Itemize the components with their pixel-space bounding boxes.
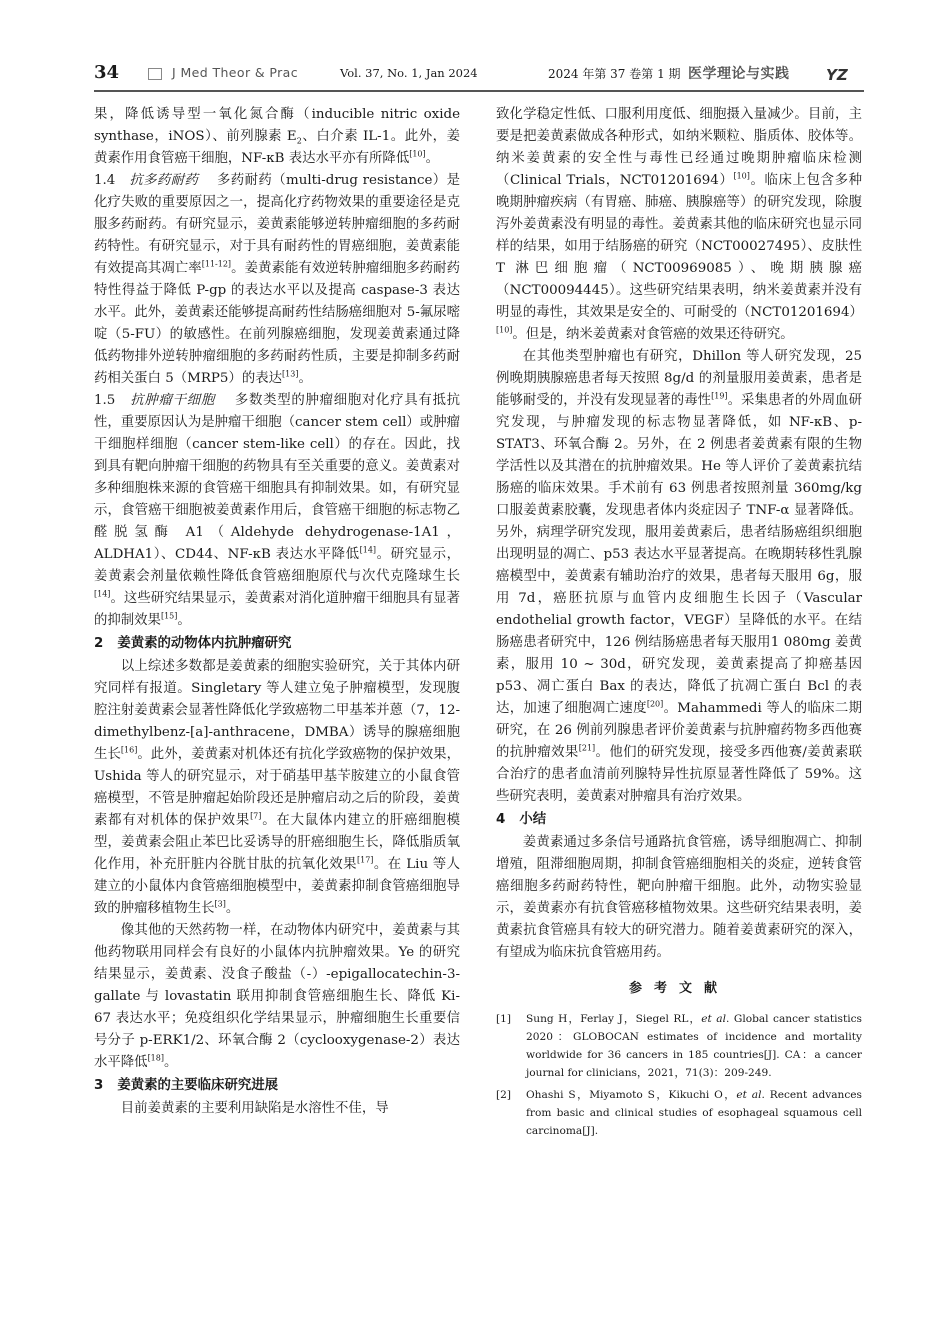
section-number: 1.4 [94,173,116,188]
paragraph: 1.4 抗多药耐药 多药耐药（multi-drug resistance）是化疗失败的重要原因之一，提高化疗药物效果的重要途径是克服多药耐药。有研究显示，姜黄素能够逆转肿瘤细胞的多药耐药特性。有研究显示，对于具有耐药性的胃癌细胞，姜黄素能有效提高其凋亡率[11-12]。姜黄素能有效逆转肿瘤细胞多药耐药特性得益于降低 P-gp 的表达水平以及提高 caspase-3 表达水平。此外，姜黄素还能够提高耐药性结肠癌细胞对 5-氟尿嘧啶（5-FU）的敏感性。在前列腺癌细胞，发现姜黄素通过降低药物排外逆转肿瘤细胞的多药耐药性质，主要是抑制多药耐药相关蛋白 5（MRP5）的表达[13]。 [94,173,461,386]
right-column [496,104,862,1144]
header-box-icon [148,68,162,80]
journal-name-cn: 医学理论与实践 [688,66,790,82]
page-number: 34 [94,62,120,83]
header-rule [94,90,864,92]
paragraph: 以上综述多数都是姜黄素的细胞实验研究，关于其体内研究同样有报道。Singletary 等人建立兔子肿瘤模型，发现腹腔注射姜黄素会显著性降低化学致癌物二甲基苯并蒽（7，12-dimethylbenz-[a]-anthracene，DMBA）诱导的腺癌细胞生长[16]。此外，姜黄素对机体还有抗化学致癌物的保护效果，Ushida 等人的研究显示，对于硝基甲基苄胺建立的小鼠食管癌模型，不管是肿瘤起始阶段还是肿瘤启动之后的阶段，姜黄素都有对机体的保护效果[7]。在大鼠体内建立的肝癌细胞模型，姜黄素会阻止苯巴比妥诱导的肝癌细胞生长，降低脂质氧化作用，补充肝脏内谷胱甘肽的抗氧化效果[17]。在 Liu 等人建立的小鼠体内食管癌细胞模型中，姜黄素抑制食管癌细胞导致的肿瘤移植物生长[3]。 [94,659,461,916]
paragraph: 目前姜黄素的主要利用缺陷是水溶性不佳，导 [120,1101,389,1116]
section-heading: 2 姜黄素的动物体内抗肿瘤研究 [94,636,292,651]
left-column [94,104,460,1120]
year-issue: 2024 年第 37 卷第 1 期 [548,67,681,81]
reference-item: [1] Sung H，Ferlay J，Siegel RL，et al. Global cancer statistics 2020：GLOBOCAN estimates of incidence and mortality worldwide for 36 cancers in 185 countries[J]. CA：a cancer journal for clinicians，2021，71(3)：209-249. [496,1013,862,1079]
journal-logo-icon: YZ [826,66,848,84]
paragraph: 果，降低诱导型一氧化氮合酶（inducible nitric oxide synthase，iNOS）、前列腺素 $E_2$、白介素 IL-1。此外，姜黄素作用食管癌干细胞，NF-κB 表达水平亦有所降低[10]。 [94,107,460,166]
paragraph: 1.5 抗肿瘤干细胞 多数类型的肿瘤细胞对化疗具有抵抗性，重要原因认为是肿瘤干细胞（cancer stem cell）或肿瘤干细胞样细胞（cancer stem-like cell）的存在。因此，找到具有靶向肿瘤干细胞的药物具有至关重要的意义。姜黄素对多种细胞株来源的食管癌干细胞具有抑制效果。如，有研究显示，食管癌干细胞被姜黄素作用后，食管癌干细胞的标志物乙醛脱氢酶 A1（Aldehyde dehydrogenase-1A1，ALDHA1）、CD44、NF-κB 表达水平降低[14]。研究显示，姜黄素会剂量依赖性降低食管癌细胞原代与次代克隆球生长[14]。这些研究结果显示，姜黄素对消化道肿瘤干细胞具有显著的抑制效果[15]。 [94,393,461,628]
running-header [94,60,864,88]
references-heading: 参考文献 [628,981,729,996]
paragraph: 在其他类型肿瘤也有研究，Dhillon 等人研究发现，25 例晚期胰腺癌患者每天按照 8g/d 的剂量服用姜黄素，患者是能够耐受的，并没有发现显著的毒性[19]。采集患者的外周血研究发现，与肿瘤发现的标志物显著降低，如 NF-κB、p-STAT3、环氧合酶 2。另外，在 2 例患者姜黄素有限的生物学活性以及其潜在的抗肿瘤效果。He 等人评价了姜黄素抗结肠癌的临床效果。手术前有 63 例患者按照剂量 360mg/kg 口服姜黄素胶囊，发现患者体内炎症因子 TNF-α 显著降低。另外，病理学研究发现，服用姜黄素后，患者结肠癌组织细胞出现明显的凋亡、p53 表达水平显著提高。在晚期转移性乳腺癌模型中，姜黄素有辅助治疗的效果，患者每天服用 6g，服用 7d，癌胚抗原与血管内皮细胞生长因子（Vascular endothelial growth factor，VEGF）呈降低的水平。在结肠癌患者研究中，126 例结肠癌患者每天服用1 080mg 姜黄素，服用 10 ~ 30d，研究发现，姜黄素提高了抑癌基因 p53、凋亡蛋白 Bax 的表达，降低了抗凋亡蛋白 Bcl 的表达，加速了细胞凋亡速度[20]。Mahammedi 等人的临床二期研究，在 26 例前列腺患者评价姜黄素与抗肿瘤药物多西他赛的抗肿瘤效果[21]。他们的研究发现，接受多西他赛/姜黄素联合治疗的患者血清前列腺特异性抗原显著性降低了 59%。这些研究表明，姜黄素对肿瘤具有治疗效果。 [496,349,863,804]
paragraph: 致化学稳定性低、口服利用度低、细胞摄入量减少。目前，主要是把姜黄素做成各种形式，如纳米颗粒、脂质体、胶体等。纳米姜黄素的安全性与毒性已经通过晚期肿瘤临床检测（Clinical Trials，NCT01201694）[10]。临床上包含多种晚期肿瘤疾病（有胃癌、肺癌、胰腺癌等）的研究发现，除腹泻外姜黄素没有明显的毒性。姜黄素其他的临床研究也显示同样的结果，如用于结肠癌的研究（NCT00027495）、皮肤性 T 淋巴细胞瘤（NCT00969085）、晚期胰腺癌（NCT00094445）。这些研究结果表明，纳米姜黄素并没有明显的毒性，其效果是安全的、可耐受的（NCT01201694）[10]。但是，纳米姜黄素对食管癌的效果还待研究。 [496,107,863,342]
section-number: 1.5 [94,393,116,408]
section-heading: 4 小结 [496,812,547,827]
reference-item: [2] Ohashi S，Miyamoto S，Kikuchi O，et al. Recent advances from basic and clinical studies of esophageal squamous cell carcinoma[J]. [496,1089,862,1137]
volume-info: Vol. 37, No. 1, Jan 2024 [340,66,478,80]
subsection-title: 抗肿瘤干细胞 [130,393,215,408]
section-heading: 3 姜黄素的主要临床研究进展 [94,1078,279,1093]
paragraph: 姜黄素通过多条信号通路抗食管癌，诱导细胞凋亡、抑制增殖，阻滞细胞周期，抑制食管癌细胞相关的炎症，逆转食管癌细胞多药耐药特性，靶向肿瘤干细胞。此外，动物实验显示，姜黄素亦有抗食管癌移植物效果。这些研究结果表明，姜黄素抗食管癌具有较大的研究潜力。随着姜黄素研究的深入，有望成为临床抗食管癌用药。 [496,835,862,960]
subsection-title: 抗多药耐药 [129,173,199,188]
journal-name: J Med Theor & Prac [172,65,298,80]
paragraph: 像其他的天然药物一样，在动物体内研究中，姜黄素与其他药物联用同样会有良好的小鼠体内抗肿瘤效果。Ye 的研究结果显示，姜黄素、没食子酸盐（-）-epigallocatechin-3-gallate 与 lovastatin 联用抑制食管癌细胞生长、降低 Ki-67 表达水平；免疫组织化学结果显示，肿瘤细胞生长重要信号分子 p-ERK1/2、环氧合酶 2（cyclooxygenase-2）表达水平降低[18]。 [94,923,460,1070]
reference-list [496,1010,862,1140]
